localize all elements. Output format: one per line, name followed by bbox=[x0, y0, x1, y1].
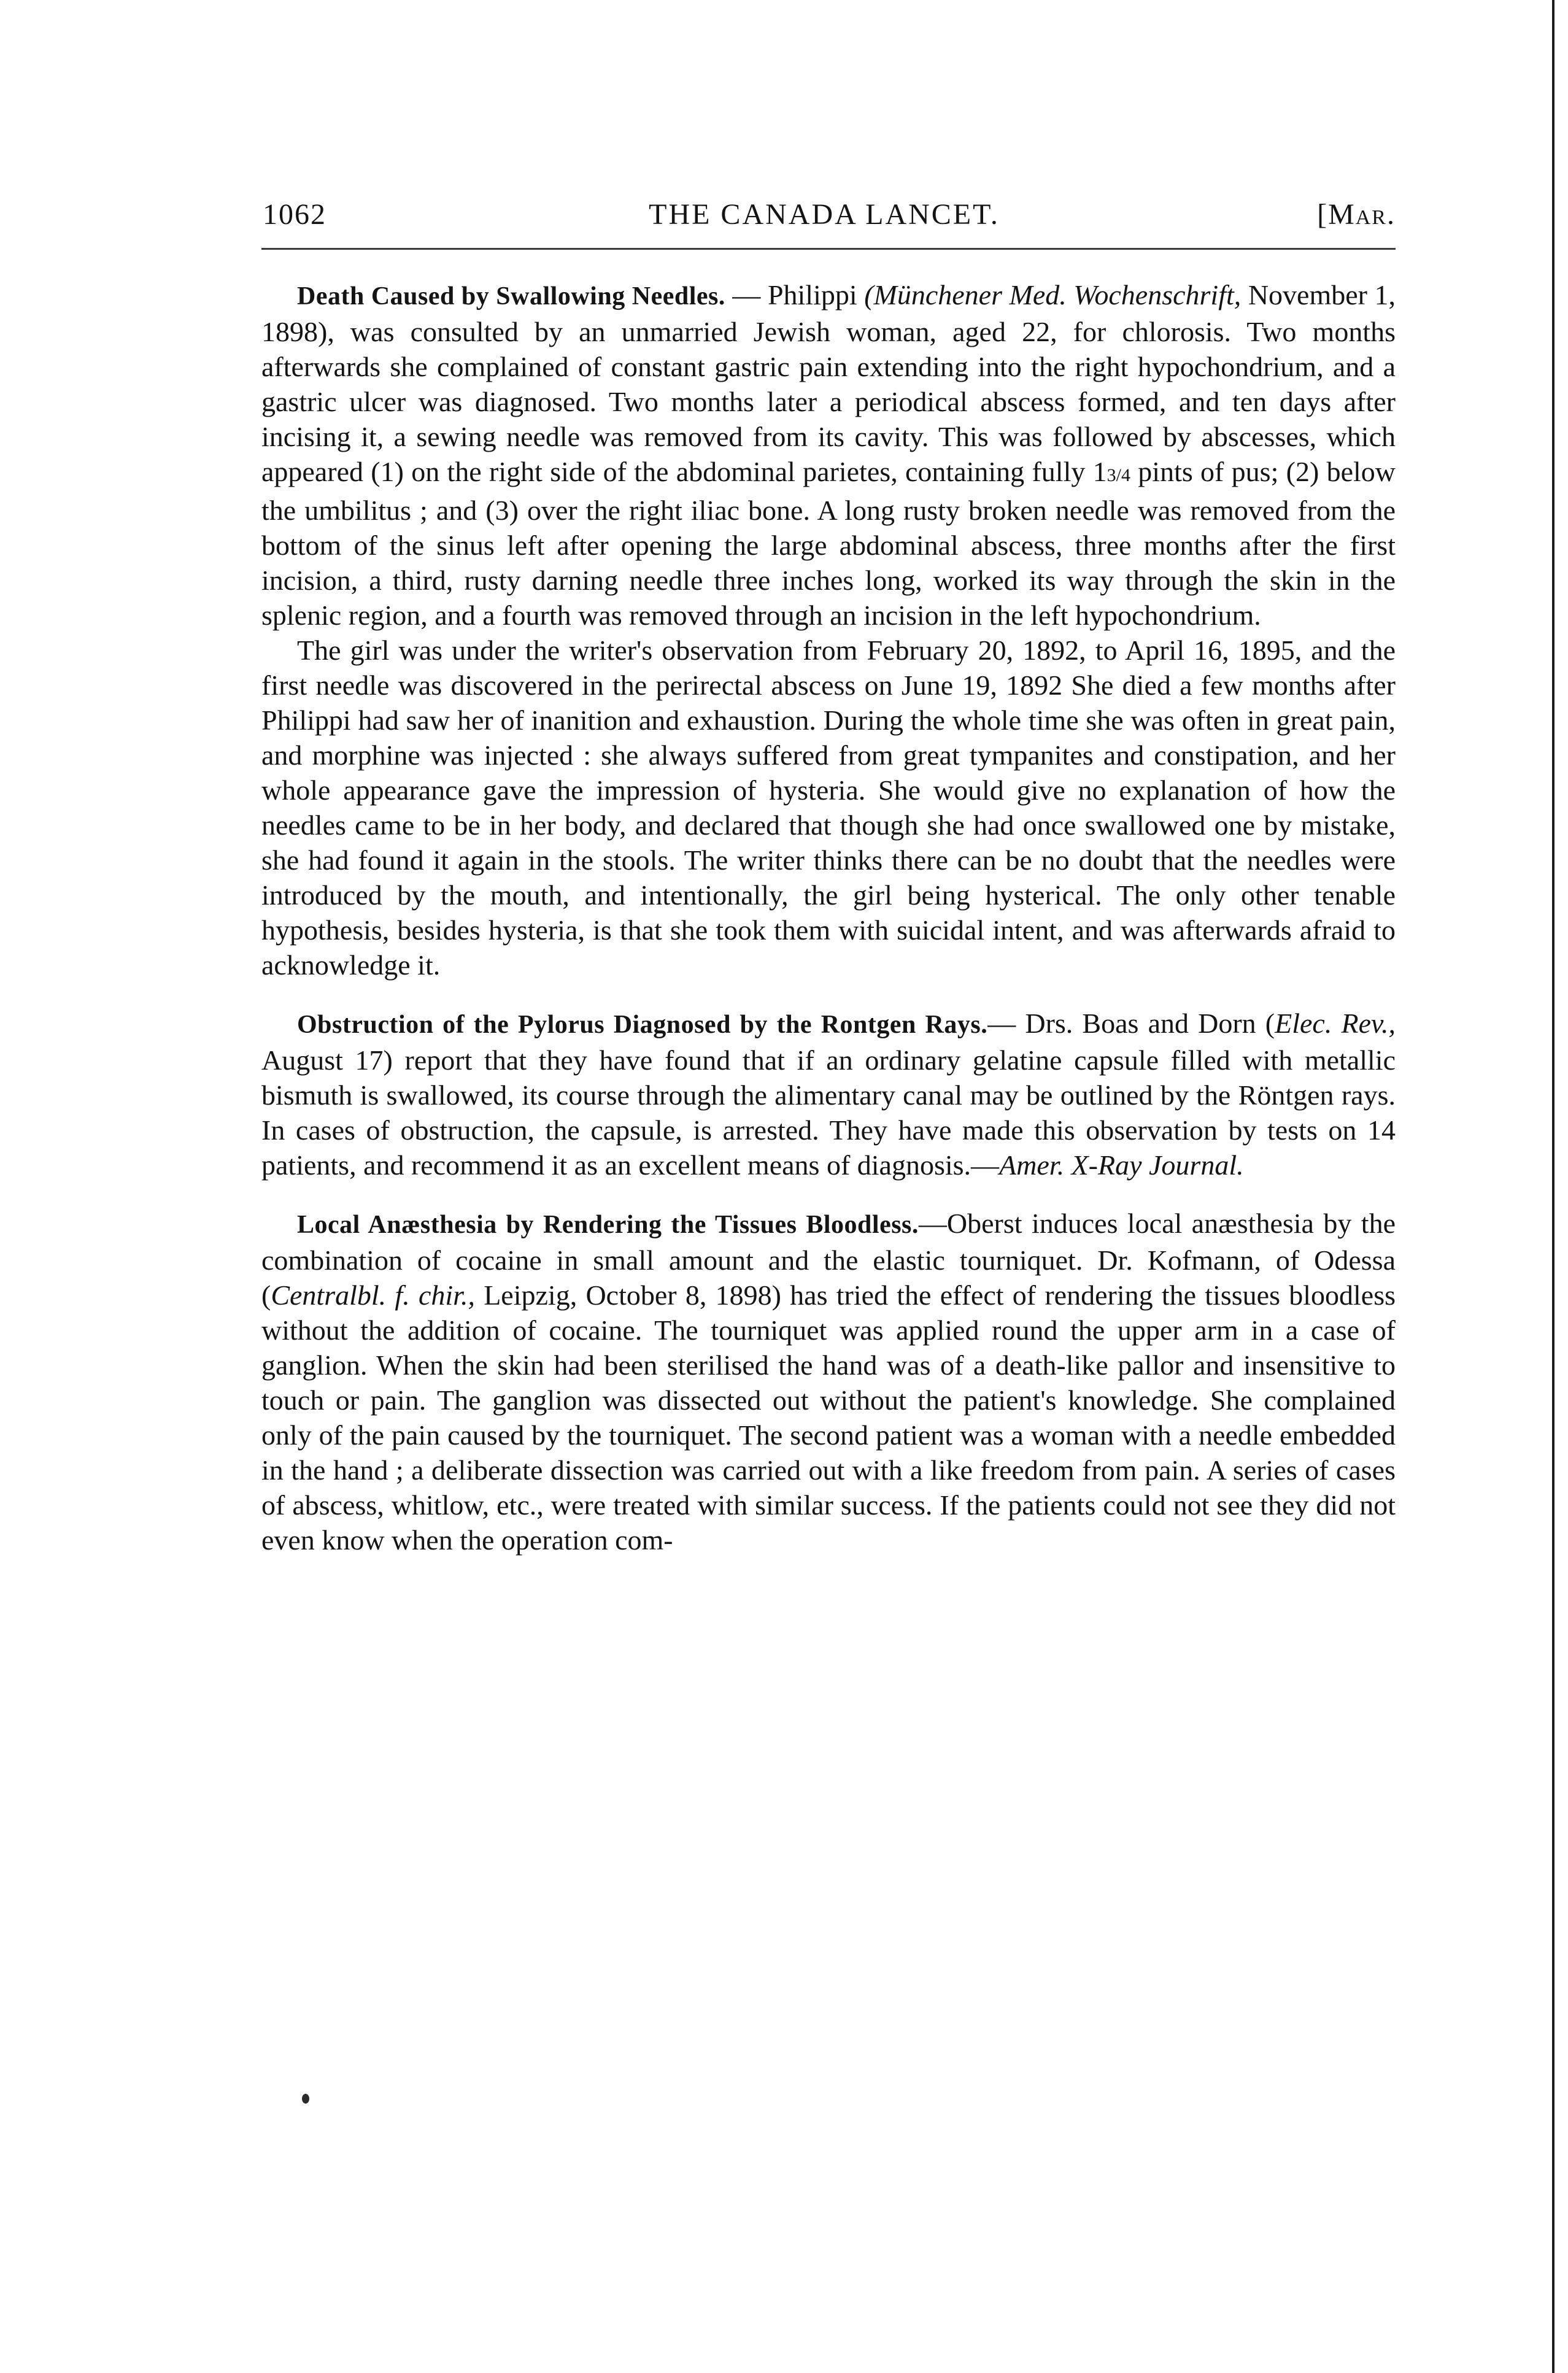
fraction-text: 3/4 bbox=[1106, 465, 1130, 485]
body-text: — Drs. Boas and Dorn ( bbox=[987, 1008, 1275, 1039]
article-paragraph bbox=[261, 633, 1396, 982]
article bbox=[261, 277, 1396, 982]
article-headline: Local Anæsthesia by Rendering the Tissues Bloodless. bbox=[297, 1211, 919, 1239]
page-number: 1062 bbox=[263, 198, 326, 231]
citation-text: (Münchener Med. Wochenschrift, bbox=[864, 279, 1242, 311]
article-body bbox=[261, 277, 1396, 1581]
citation-text: Amer. X-Ray Journal. bbox=[999, 1149, 1244, 1181]
running-head-month: [Mar. bbox=[1317, 198, 1396, 231]
body-text: The girl was under the writer's observation from February 20, 1892, to April 16, 1895, and the first needle was discovered in the perirectal abscess on June 19, 1892 She died a few months after Philippi had saw her of inanition and exhaustion. During the whole time she was often in great pain, and morphine was injected : she always suffered from great tympanites and constipation, and her whole appearance gave the impression of hysteria. She would give no explanation of how the needles came to be in her body, and declared that though she had once swallowed one by mistake, she had found it again in the stools. The writer thinks there can be no doubt that the needles were introduced by the mouth, and intentionally, the girl being hysterical. The only other tenable hypothesis, besides hysteria, is that she took them with suicidal intent, and was afterwards afraid to acknowledge it. bbox=[261, 635, 1396, 981]
header-rule bbox=[261, 248, 1396, 250]
article-paragraph bbox=[261, 1206, 1396, 1557]
body-text: Leipzig, October 8, 1898) has tried the effect of rendering the tissues bloodless without the addition of cocaine. The tourniquet was applied round the upper arm in a case of ganglion. When the skin had been sterilised the hand was of a death-like pallor and insensitive to touch or pain. The ganglion was dissected out without the patient's knowledge. She complained only of the pain caused by the tourniquet. The second patient was a woman with a needle embedded in the hand ; a deliberate dissection was carried out with a like freedom from pain. A series of cases of abscess, whitlow, etc., were treated with similar success. If the patients could not see they did not even know when the operation com- bbox=[261, 1279, 1396, 1556]
journal-title: THE CANADA LANCET. bbox=[649, 198, 1000, 231]
page-edge-shadow bbox=[1552, 0, 1554, 2373]
body-text: November 1, 1898), was consulted by an unmarried Jewish woman, aged 22, for chlorosis. Two months afterwards she complained of constant gastric pain extending into the right hypochondrium, and a gastric ulcer was diagnosed. Two months later a periodical abscess formed, and ten days after incising it, a sewing needle was removed from its cavity. This was followed by abscesses, which appeared (1) on the right side of the abdominal parietes, containing fully 1 bbox=[261, 279, 1396, 487]
body-text: — Philippi bbox=[725, 279, 865, 311]
article-headline: Death Caused by Swallowing Needles. bbox=[297, 282, 725, 311]
running-head bbox=[253, 198, 1396, 241]
citation-text: Centralbl. f. chir., bbox=[271, 1279, 475, 1311]
ink-smudge bbox=[302, 2094, 309, 2104]
body-text: August 17) report that they have found that if an ordinary gelatine capsule filled with metallic bismuth is swallowed, its course through the alimentary canal may be outlined by the Röntgen rays. In cases of obstruction, the capsule, is arrested. They have made this observation by tests on 14 patients, and recommend it as an excellent means of diagnosis.— bbox=[261, 1044, 1396, 1181]
article bbox=[261, 1206, 1396, 1557]
article-headline: Obstruction of the Pylorus Diagnosed by the Rontgen Rays. bbox=[297, 1011, 988, 1039]
article-paragraph bbox=[261, 1006, 1396, 1183]
body-text: —Oberst induces local anæsthesia by the combination of cocaine in small amount and the elastic tourniquet. Dr. Kofmann, of Odessa ( bbox=[261, 1208, 1396, 1311]
citation-text: Elec. Rev., bbox=[1275, 1008, 1396, 1039]
body-text: pints of pus; (2) below the umbilitus ; and (3) over the right iliac bone. A long rusty broken needle was removed from the bottom of the sinus left after opening the large abdominal abscess, three months after the first incision, a third, rusty darning needle three inches long, worked its way through the skin in the splenic region, and a fourth was removed through an incision in the left hypochondrium. bbox=[261, 456, 1396, 631]
article-paragraph bbox=[261, 277, 1396, 633]
article bbox=[261, 1006, 1396, 1183]
